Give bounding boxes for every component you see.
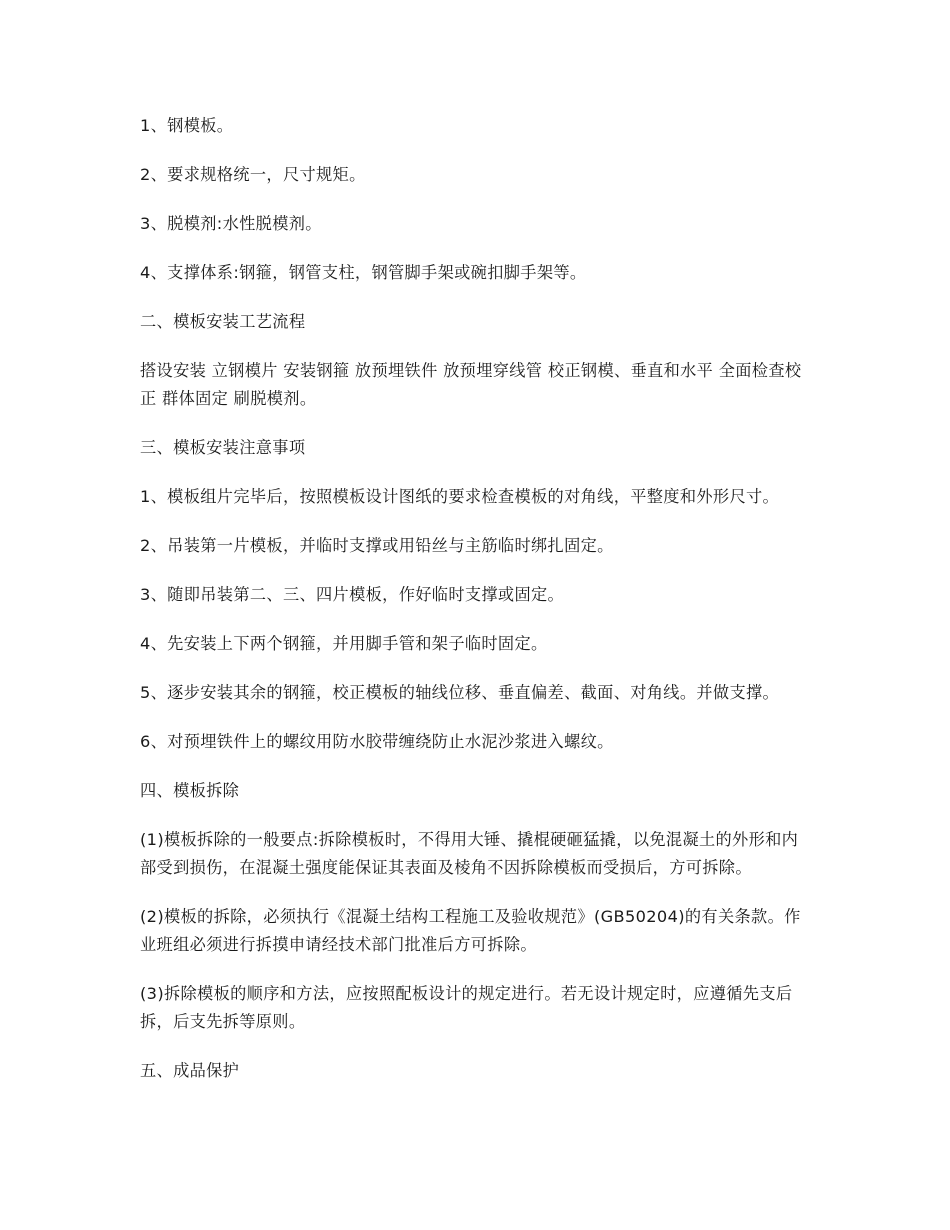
removal-item-2: (2)模板的拆除，必须执行《混凝土结构工程施工及验收规范》(GB50204)的有关条款。作业班组必须进行拆摸申请经技术部门批准后方可拆除。 — [140, 907, 801, 954]
document-page — [140, 112, 812, 1106]
note-item-6: 6、对预埋铁件上的螺纹用防水胶带缠绕防止水泥沙浆进入螺纹。 — [140, 732, 614, 751]
note-item-1: 1、模板组片完毕后，按照模板设计图纸的要求检查模板的对角线，平整度和外形尺寸。 — [140, 487, 780, 506]
item-release-agent: 3、脱模剂:水性脱模剂。 — [140, 214, 322, 233]
section-heading-removal: 四、模板拆除 — [140, 781, 240, 800]
section-heading-protection: 五、成品保护 — [140, 1061, 240, 1080]
section-heading-install-process: 二、模板安装工艺流程 — [140, 312, 306, 331]
item-steel-formwork: 1、钢模板。 — [140, 116, 234, 135]
process-flow-text: 搭设安装 立钢模片 安装钢箍 放预埋铁件 放预埋穿线管 校正钢模、垂直和水平 全面检查校正 群体固定 刷脱模剂。 — [140, 361, 802, 408]
note-item-3: 3、随即吊装第二、三、四片模板，作好临时支撑或固定。 — [140, 585, 565, 604]
note-item-2: 2、吊装第一片模板，并临时支撑或用铅丝与主筋临时绑扎固定。 — [140, 536, 614, 555]
item-support-system: 4、支撑体系:钢箍，钢管支柱，钢管脚手架或碗扣脚手架等。 — [140, 263, 587, 282]
note-item-4: 4、先安装上下两个钢箍，并用脚手管和架子临时固定。 — [140, 634, 548, 653]
section-heading-install-notes: 三、模板安装注意事项 — [140, 438, 306, 457]
removal-item-3: (3)拆除模板的顺序和方法，应按照配板设计的规定进行。若无设计规定时，应遵循先支后拆，后支先拆等原则。 — [140, 984, 793, 1031]
item-spec-uniform: 2、要求规格统一，尺寸规矩。 — [140, 165, 366, 184]
note-item-5: 5、逐步安装其余的钢箍，校正模板的轴线位移、垂直偏差、截面、对角线。并做支撑。 — [140, 683, 780, 702]
removal-item-1: (1)模板拆除的一般要点:拆除模板时，不得用大锤、撬棍硬砸猛撬，以免混凝土的外形和内部受到损伤，在混凝土强度能保证其表面及棱角不因拆除模板而受损后，方可拆除。 — [140, 830, 799, 877]
